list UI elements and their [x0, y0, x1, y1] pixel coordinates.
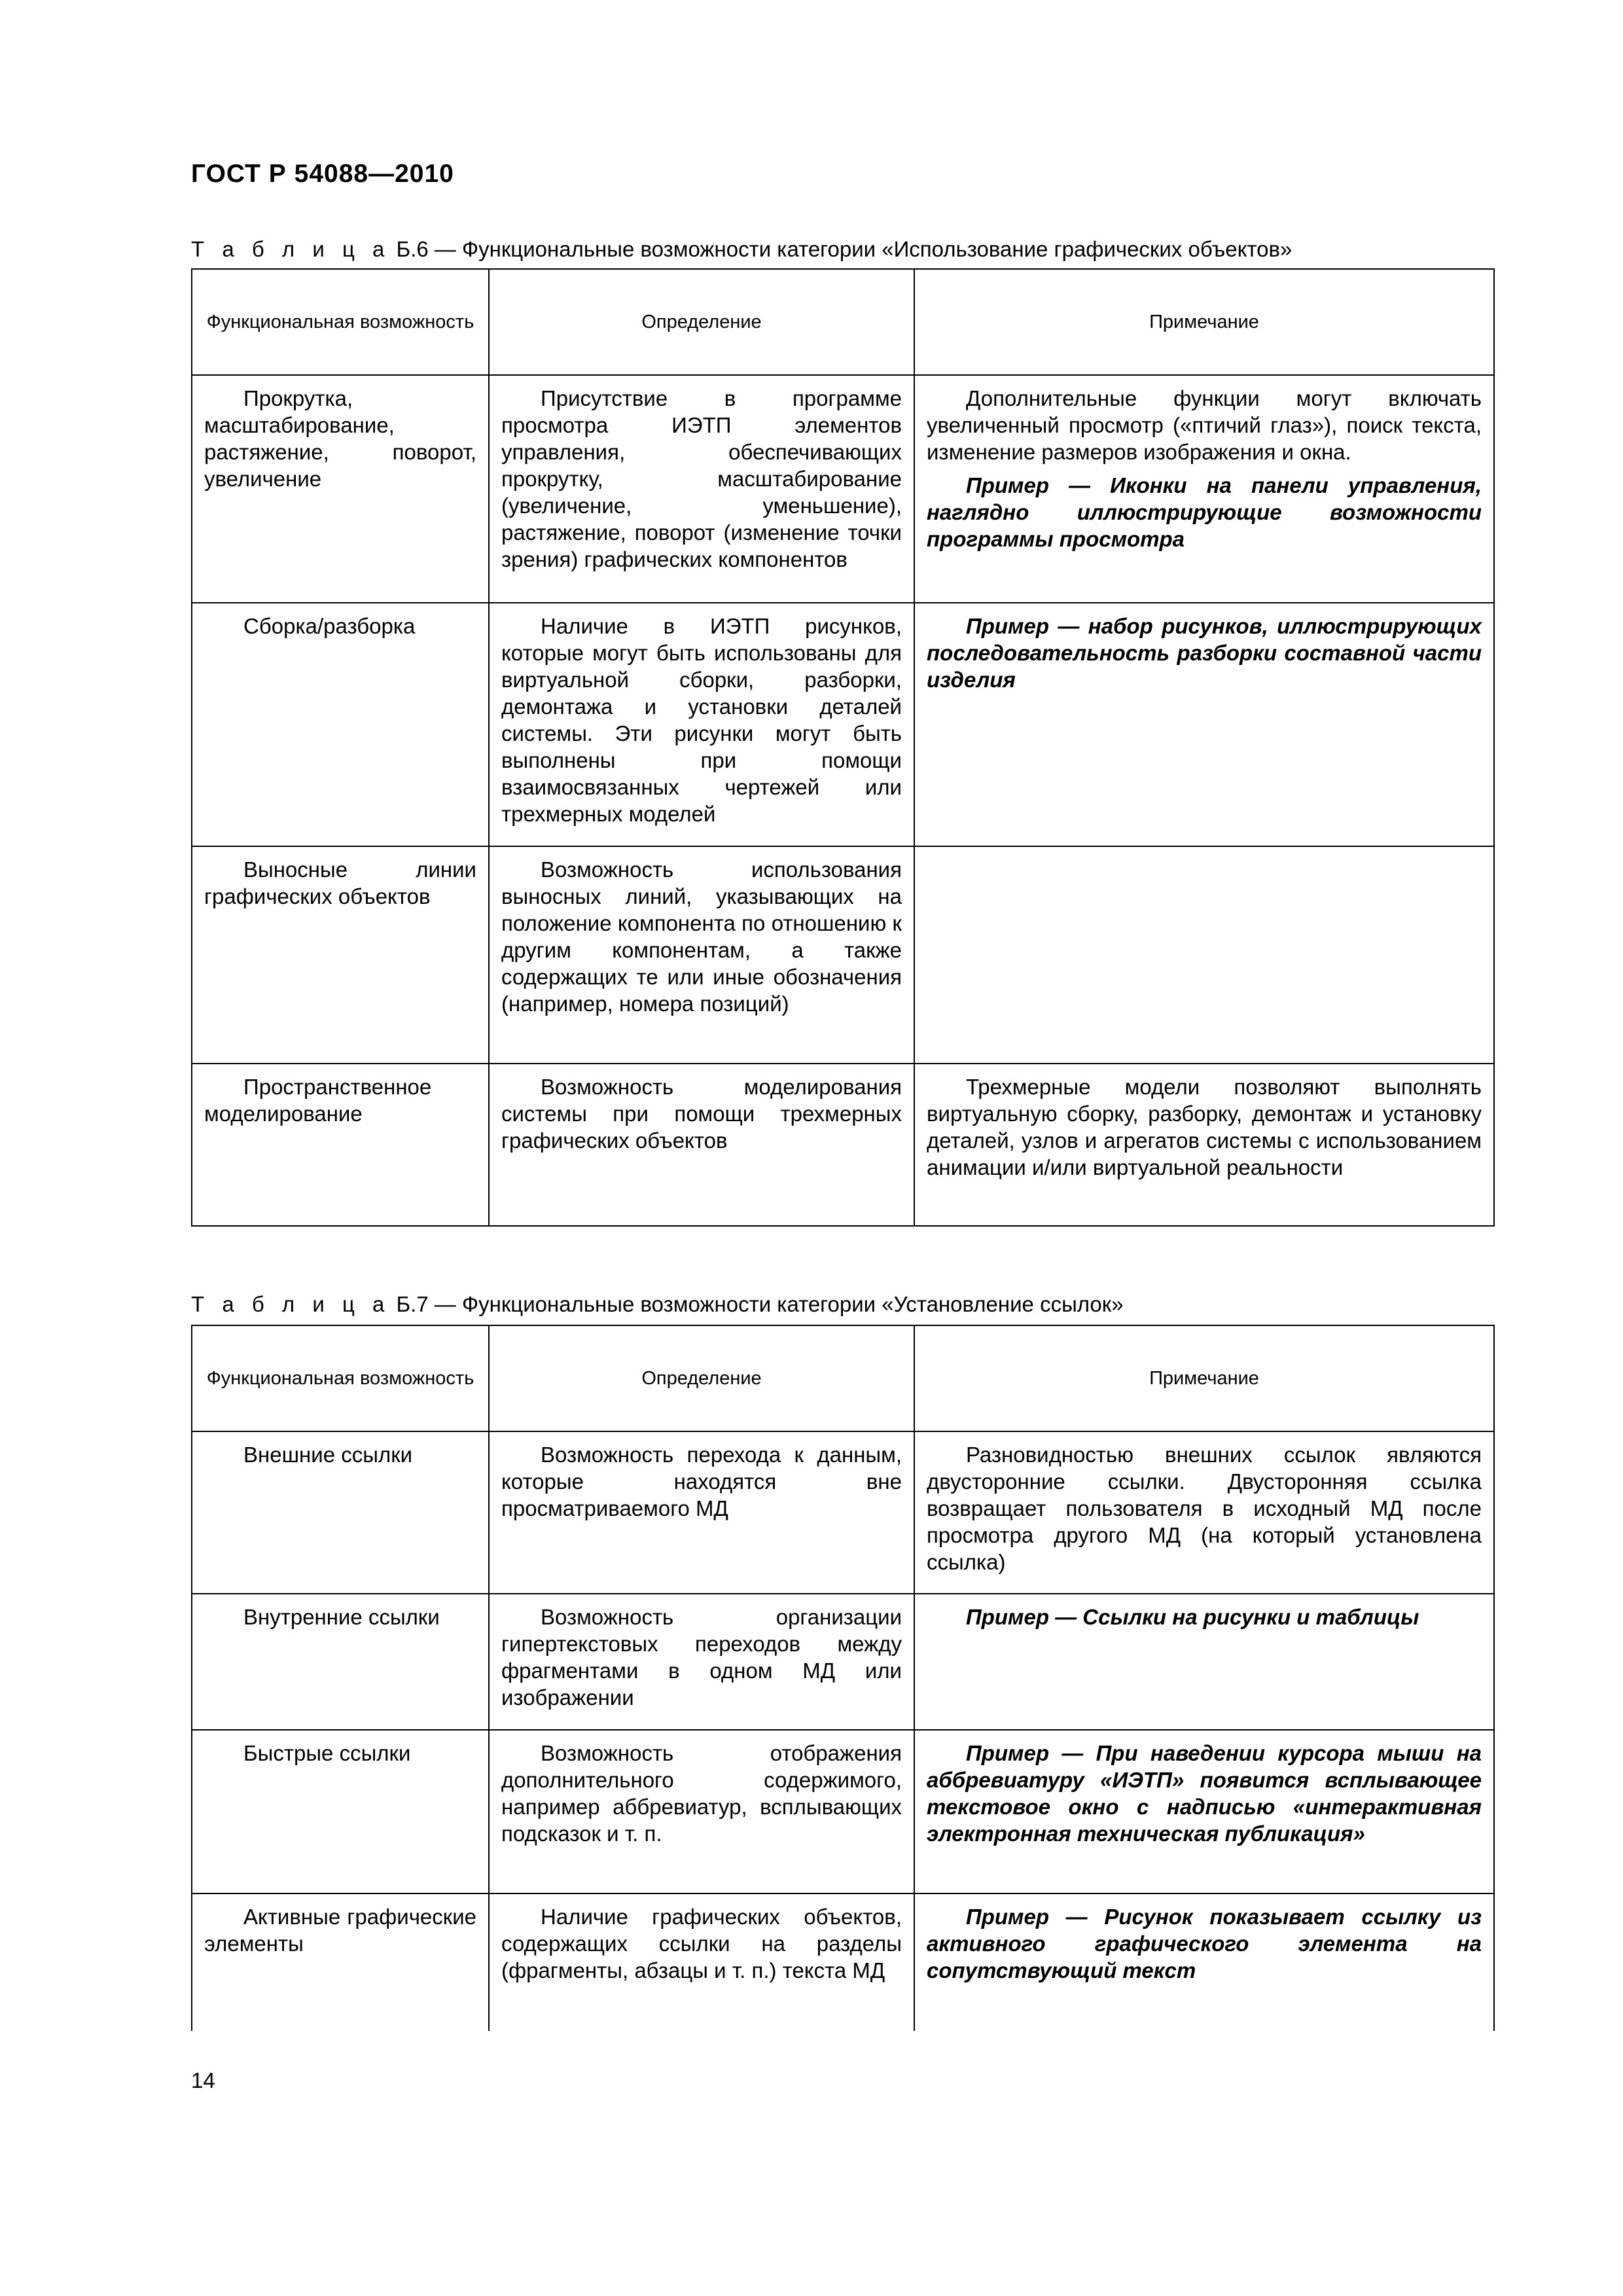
cell-feature: Внешние ссылки: [192, 1431, 489, 1594]
document-title: ГОСТ Р 54088—2010: [191, 160, 454, 188]
table-caption-text: Б.6 — Функциональные возможности категории «Использование графических объектов»: [390, 237, 1293, 261]
cell-note: [914, 846, 1494, 1064]
note-example: Пример — При наведении курсора мыши на аббревиатуру «ИЭТП» появится всплывающее текстовое окно с надписью «интерактивная электронная техническая публикация»: [927, 1741, 1482, 1846]
cell-definition: Возможность отображения дополнительного содержимого, например аббревиатур, всплывающих подсказок и т. п.: [489, 1730, 914, 1893]
column-header-feature: Функциональная возможность: [192, 1325, 489, 1431]
table-caption-text: Б.7 — Функциональные возможности категории «Установление ссылок»: [390, 1292, 1124, 1316]
cell-definition: Возможность использования выносных линий, указывающих на положение компонента по отношению к другим компонентам, а также содержащих те или иные обозначения (например, номера позиций): [489, 846, 914, 1064]
cell-note: [914, 1730, 1494, 1893]
cell-note: Трехмерные модели позволяют выполнять виртуальную сборку, разборку, демонтаж и установку деталей, узлов и агрегатов системы с использованием анимации и/или виртуальной реальности: [914, 1064, 1494, 1226]
table-row: [192, 1431, 1494, 1594]
table-row: [192, 603, 1494, 846]
cell-note: [914, 375, 1494, 603]
cell-feature: Сборка/разборка: [192, 603, 489, 846]
cell-note: Разновидностью внешних ссылок являются двусторонние ссылки. Двусторонняя ссылка возвращает пользователя в исходный МД после просмотра другого МД (на который установлена ссылка): [914, 1431, 1494, 1594]
column-header-note: Примечание: [914, 1325, 1494, 1431]
cell-note: [914, 603, 1494, 846]
cell-feature: Внутренние ссылки: [192, 1594, 489, 1730]
table-row: [192, 1064, 1494, 1226]
table-row: [192, 1893, 1494, 2031]
table-row: [192, 1730, 1494, 1893]
page-number: 14: [191, 2068, 215, 2092]
table-b7-caption: [191, 1292, 1124, 1317]
column-header-feature: Функциональная возможность: [192, 269, 489, 375]
table-row: [192, 1594, 1494, 1730]
column-header-note: Примечание: [914, 269, 1494, 375]
note-example: Пример — Иконки на панели управления, наглядно иллюстрирующие возможности программы просмотра: [927, 473, 1482, 551]
note-example: Пример — Рисунок показывает ссылку из активного графического элемента на сопутствующий текст: [927, 1905, 1482, 1982]
table-row: [192, 375, 1494, 603]
note-text: Дополнительные функции могут включать увеличенный просмотр («птичий глаз»), поиск текста, изменение размеров изображения и окна.: [927, 386, 1482, 464]
cell-note: [914, 1893, 1494, 2031]
table-b7: [191, 1325, 1495, 2031]
cell-feature: Быстрые ссылки: [192, 1730, 489, 1893]
cell-feature: Активные графические элементы: [192, 1893, 489, 2031]
cell-definition: Наличие в ИЭТП рисунков, которые могут быть использованы для виртуальной сборки, разборки, демонтажа и установки деталей системы. Эти рисунки могут быть выполнены при помощи взаимосвязанных чертежей или трехмерных моделей: [489, 603, 914, 846]
cell-definition: Возможность перехода к данным, которые находятся вне просматриваемого МД: [489, 1431, 914, 1594]
cell-note: [914, 1594, 1494, 1730]
cell-definition: Наличие графических объектов, содержащих ссылки на разделы (фрагменты, абзацы и т. п.) текста МД: [489, 1893, 914, 2031]
cell-feature: Выносные линии графических объектов: [192, 846, 489, 1064]
cell-feature: Пространственное моделирование: [192, 1064, 489, 1226]
cell-definition: Присутствие в программе просмотра ИЭТП элементов управления, обеспечивающих прокрутку, масштабирование (увеличение, уменьшение), растяжение, поворот (изменение точки зрения) графических компонентов: [489, 375, 914, 603]
column-header-definition: Определение: [489, 269, 914, 375]
table-caption-prefix: Т а б л и ц а: [191, 237, 391, 261]
column-header-definition: Определение: [489, 1325, 914, 1431]
note-example: Пример — набор рисунков, иллюстрирующих последовательность разборки составной части изделия: [927, 614, 1482, 692]
table-b6-caption: [191, 237, 1292, 262]
table-header-row: [192, 269, 1494, 375]
cell-definition: Возможность моделирования системы при помощи трехмерных графических объектов: [489, 1064, 914, 1226]
table-row: [192, 846, 1494, 1064]
cell-feature: Прокрутка, масштабирование, растяжение, поворот, увеличение: [192, 375, 489, 603]
table-header-row: [192, 1325, 1494, 1431]
cell-definition: Возможность организации гипертекстовых переходов между фрагментами в одном МД или изображении: [489, 1594, 914, 1730]
note-example: Пример — Ссылки на рисунки и таблицы: [966, 1605, 1419, 1629]
table-caption-prefix: Т а б л и ц а: [191, 1292, 391, 1316]
table-b6: [191, 268, 1495, 1227]
